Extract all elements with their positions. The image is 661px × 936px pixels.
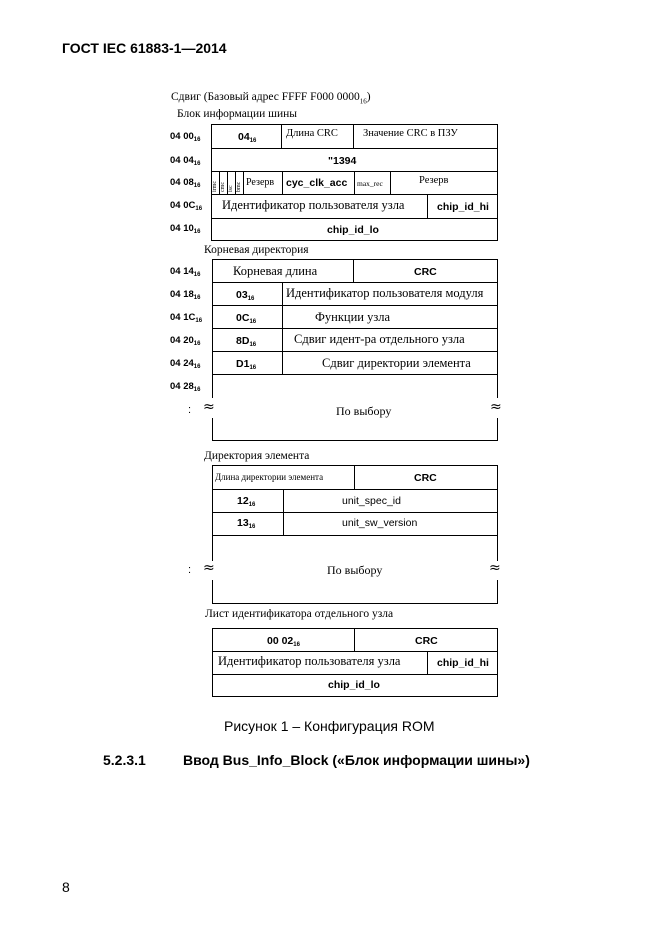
reserved-2: Резерв	[419, 175, 449, 186]
unit-crc: CRC	[414, 472, 437, 484]
flag-cmc: cmc	[220, 182, 226, 192]
addr-0404: 04 $04_{16}$	[170, 155, 201, 167]
cyc-clk-acc: cyc_clk_acc	[286, 177, 348, 189]
max-rec: max_rec	[357, 179, 383, 188]
unit-sw-version: unit_sw_version	[342, 517, 418, 529]
root-crc: CRC	[414, 266, 437, 278]
root-dir-title: Корневая директория	[204, 244, 309, 256]
leaf-crc: CRC	[415, 635, 438, 647]
break-mark-left-1: ≈	[203, 399, 215, 415]
section-title: Ввод Bus_Info_Block («Блок информации шины»)	[183, 752, 530, 768]
unit-dir-offset: Сдвиг директории элемента	[322, 356, 471, 370]
node-unique-id-offset: Сдвиг идент-ра отдельного узла	[294, 332, 465, 346]
flag-isc: isc	[228, 185, 234, 192]
key-12: $12_{16}$	[237, 495, 256, 508]
ellipsis-colon-2: :	[188, 564, 192, 576]
addr-0414: 04 $14_{16}$	[170, 266, 201, 278]
unit-spec-id: unit_spec_id	[342, 495, 401, 507]
chip-id-lo: chip_id_lo	[327, 224, 379, 236]
unit-optional: По выбору	[327, 563, 383, 577]
addr-0408: 04 $08_{16}$	[170, 177, 201, 189]
chip-id-hi: chip_id_hi	[437, 201, 489, 213]
section-number: 5.2.3.1	[103, 752, 146, 768]
leaf-0002: 00 $02_{16}$	[267, 635, 300, 648]
unit-dir-title: Директория элемента	[204, 450, 310, 462]
bus-info-04: $04_{16}$	[238, 131, 257, 144]
bus-info-title: Блок информации шины	[177, 108, 298, 120]
break-mark-left-2: ≈	[203, 560, 215, 576]
key-03: $03_{16}$	[236, 289, 255, 302]
offset-caption: Сдвиг (Базовый адрес FFFF F000 $0000_{16}$)	[171, 91, 371, 106]
key-0C: $0C_{16}$	[236, 312, 257, 325]
document-header: ГОСТ IEC 61883-1—2014	[62, 40, 227, 56]
addr-041C: 04 $1C_{16}$	[170, 312, 203, 324]
page-number: 8	[62, 879, 70, 895]
rom-crc-value-label: Значение CRC в ПЗУ	[363, 128, 458, 139]
root-length: Корневая длина	[233, 264, 318, 278]
addr-0418: 04 $18_{16}$	[170, 289, 201, 301]
crc-length-label: Длина CRC	[286, 128, 338, 139]
break-mark-right-1: ≈	[490, 399, 502, 415]
addr-0424: 04 $24_{16}$	[170, 358, 201, 370]
break-mark-right-2: ≈	[489, 560, 501, 576]
leaf-node-vendor-id: Идентификатор пользователя узла	[218, 654, 401, 668]
bus-name-1394: "1394	[328, 155, 357, 167]
addr-0420: 04 $20_{16}$	[170, 335, 201, 347]
node-vendor-id: Идентификатор пользователя узла	[222, 198, 405, 212]
module-vendor-id: Идентификатор пользователя модуля	[286, 286, 484, 300]
ellipsis-colon-1: :	[188, 404, 192, 416]
key-8D: $8D_{16}$	[236, 335, 257, 348]
flag-irmc: irmc	[212, 181, 218, 192]
addr-0428: 04 $28_{16}$	[170, 381, 201, 393]
leaf-chip-id-lo: chip_id_lo	[328, 679, 380, 691]
addr-040C: 04 $0C_{16}$	[170, 200, 203, 212]
root-optional: По выбору	[336, 404, 392, 418]
key-13: $13_{16}$	[237, 517, 256, 530]
flag-bmc: bmc	[236, 181, 242, 192]
addr-0400: 04 $00_{16}$	[170, 131, 201, 143]
key-D1: $D1_{16}$	[236, 358, 257, 371]
node-capabilities: Функции узла	[315, 310, 391, 324]
unit-dir-length: Длина директории элемента	[215, 472, 324, 482]
figure-caption: Рисунок 1 – Конфигурация ROM	[224, 718, 435, 734]
leaf-chip-id-hi: chip_id_hi	[437, 657, 489, 669]
reserved-1: Резерв	[246, 177, 275, 188]
addr-0410: 04 $10_{16}$	[170, 223, 201, 235]
leaf-title: Лист идентификатора отдельного узла	[205, 608, 394, 620]
